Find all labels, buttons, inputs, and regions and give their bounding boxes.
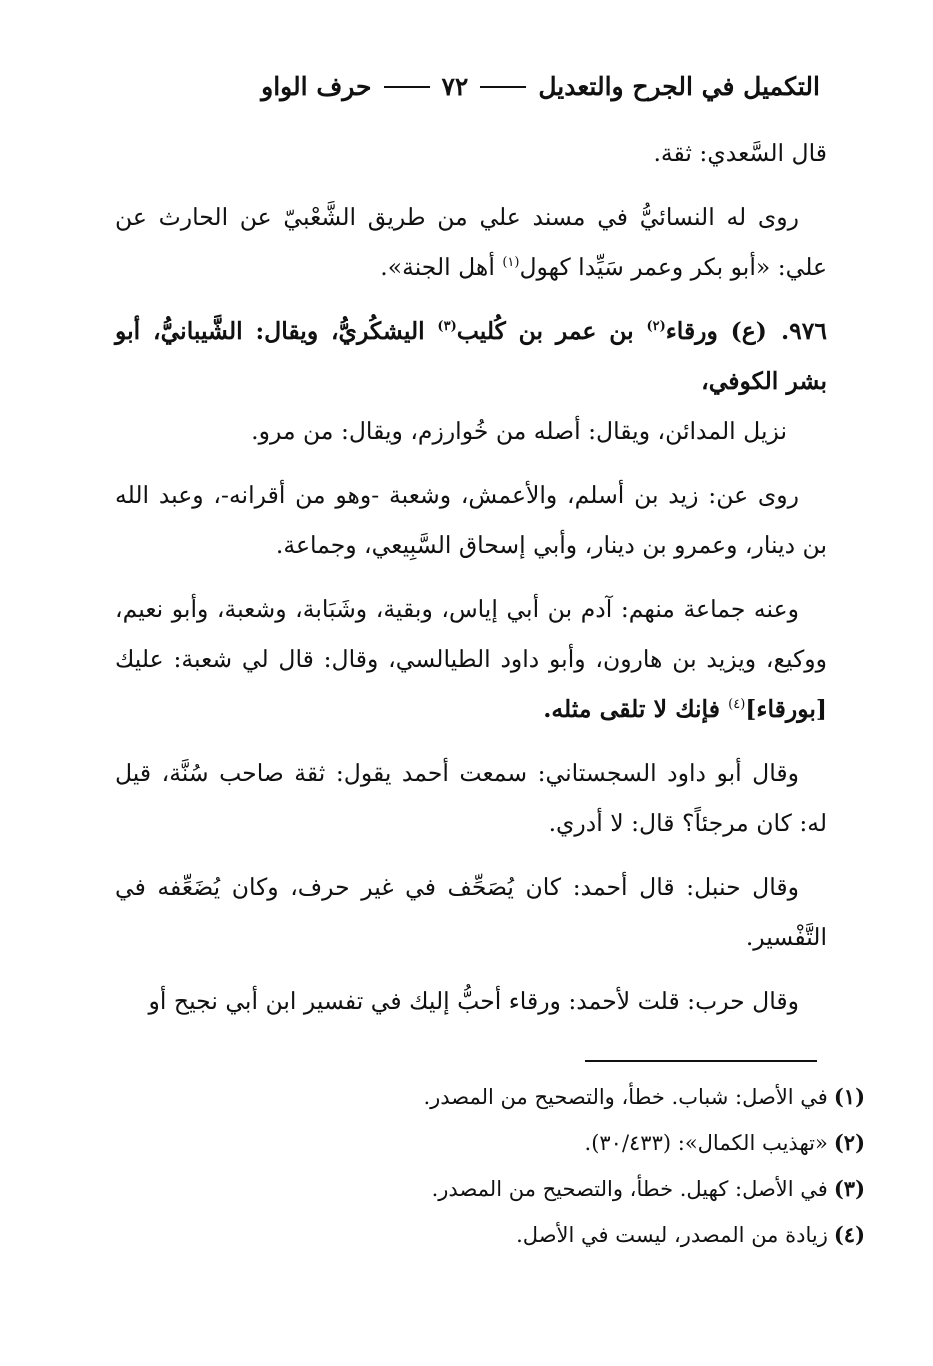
page-number: ٧٢ bbox=[441, 72, 469, 101]
paragraph: وعنه جماعة منهم: آدم بن أبي إياس، وبقية، وشَبَابة، وشعبة، وأبو نعيم، ووكيع، ويزيد بن هارون، وأبو داود الطيالسي، وقال: قال لي شعبة: عليك [بورقاء]$^{(٤)}$ فإنك لا تلقى مثله. bbox=[115, 595, 827, 723]
paragraph: روى له النسائيُّ في مسند علي من طريق الشَّعْبيّ عن الحارث عن علي: «أبو بكر وعمر سَيِّدا كهول$^{(١)}$ أهل الجنة». bbox=[115, 203, 827, 281]
footnotes bbox=[200, 1074, 865, 1258]
footnote-ref: (٣) bbox=[437, 319, 457, 335]
header-dash bbox=[384, 86, 430, 88]
footnote-ref: (١) bbox=[502, 255, 520, 271]
section-title: حرف الواو bbox=[261, 72, 372, 101]
paragraph: قال السَّعدي: ثقة. bbox=[653, 139, 827, 167]
entry-heading: (ع) ورقاء$^{(٢)}$ بن عمر بن كُليب$^{(٣)}$ اليشكُريُّ، ويقال: الشَّيبانيُّ، أبو بشر الكوفي، bbox=[115, 317, 827, 395]
footnote: (٤)زيادة من المصدر، ليست في الأصل. bbox=[516, 1222, 865, 1247]
entry-paragraph bbox=[115, 306, 827, 456]
running-header bbox=[150, 72, 820, 101]
paragraph: روى عن: زيد بن أسلم، والأعمش، وشعبة -وهو من أقرانه-، وعبد الله بن دينار، وعمرو بن دينار، وأبي إسحاق السَّبِيعي، وجماعة. bbox=[115, 481, 827, 559]
footnote-separator bbox=[585, 1060, 817, 1062]
footnote: (١)في الأصل: شباب. خطأ، والتصحيح من المصدر. bbox=[423, 1084, 865, 1109]
entry-number: ٩٧٦. bbox=[780, 317, 827, 345]
entry-continuation: نزيل المدائن، ويقال: أصله من خُوارزم، ويقال: من مرو. bbox=[251, 417, 787, 445]
paragraph: وقال أبو داود السجستاني: سمعت أحمد يقول: ثقة صاحب سُنَّة، قيل له: كان مرجئاً؟ قال: لا أدري. bbox=[115, 759, 827, 837]
book-title: التكميل في الجرح والتعديل bbox=[538, 72, 820, 101]
footnote-ref: (٢) bbox=[646, 319, 666, 335]
paragraph: وقال حرب: قلت لأحمد: ورقاء أحبُّ إليك في تفسير ابن أبي نجيح أو bbox=[148, 987, 799, 1015]
paragraph: وقال حنبل: قال أحمد: كان يُصَحِّف في غير حرف، وكان يُضَعِّفه في التَّفْسير. bbox=[115, 873, 827, 951]
bracket-insertion: [بورقاء] bbox=[745, 695, 827, 723]
footnote: (٢)«تهذيب الكمال»: (٣٠/٤٣٣). bbox=[584, 1130, 865, 1155]
header-dash bbox=[480, 86, 526, 88]
footnote-ref: (٤) bbox=[728, 697, 746, 713]
main-text bbox=[115, 128, 827, 1040]
footnote: (٣)في الأصل: كهيل. خطأ، والتصحيح من المصدر. bbox=[431, 1176, 865, 1201]
